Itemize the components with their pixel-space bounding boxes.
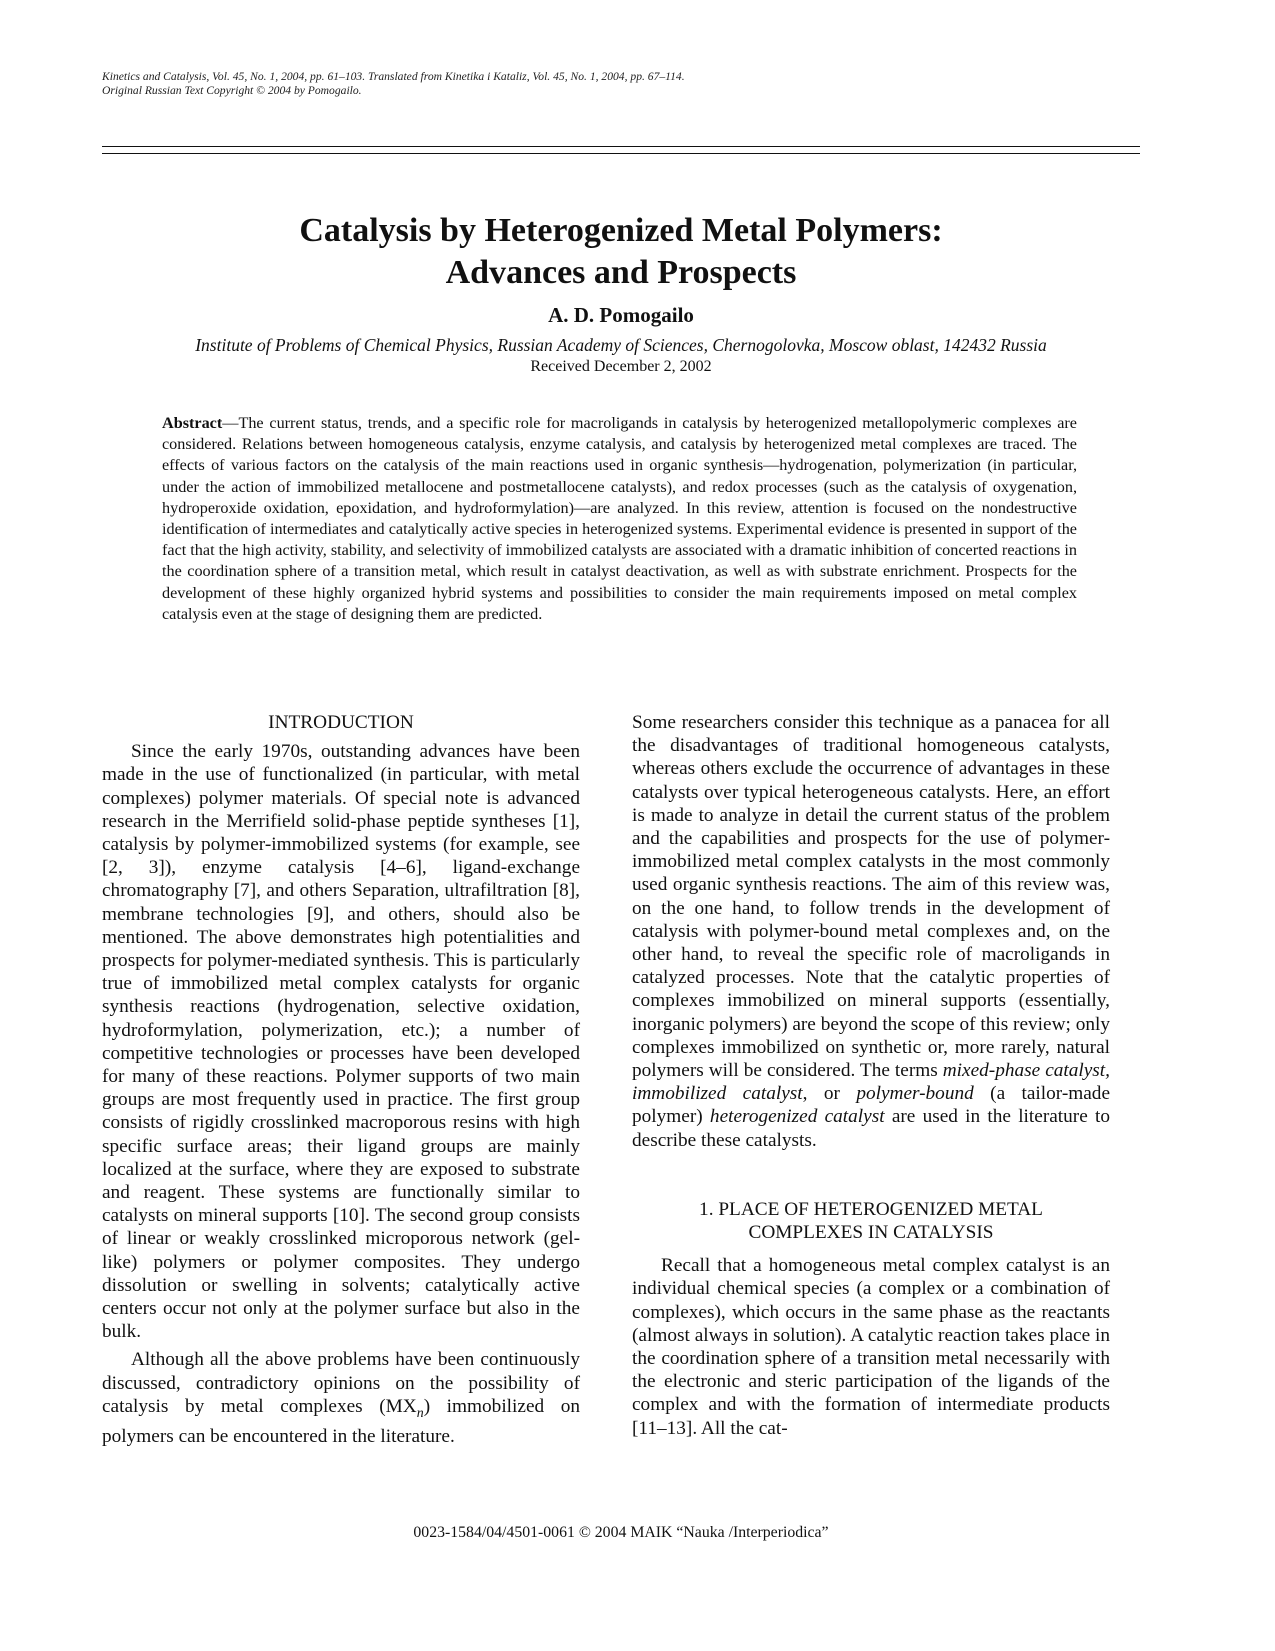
header-rule-top	[102, 146, 1140, 147]
introduction-heading: INTRODUCTION	[268, 712, 414, 733]
received-date: Received December 2, 2002	[530, 358, 712, 375]
introduction-paragraph-3: Some researchers consider this technique as a panacea for all the disadvantages of traditional homogeneous catalysts, whereas others exclude the occurrence of advantages in these catalysts over typical heterogeneous catalysts. Here, an effort is made to analyze in detail the current status of the problem and the capabilities and prospects for the use of polymer-immobilized metal complex catalysts in the most commonly used organic synthesis reactions. The aim of this review was, on the one hand, to follow trends in the development of catalysis with polymer-bound metal complexes and, on the other hand, to reveal the specific role of macroligands in catalyzed processes. Note that the catalytic properties of complexes immobilized on mineral supports (essentially, inorganic polymers) are beyond the scope of this review; only complexes immobilized on synthetic or, more rarely, natural polymers will be considered. The terms mixed-phase catalyst, immobilized catalyst, or polymer-bound (a tailor-made polymer) heterogenized catalyst are used in the literature to describe these catalysts.	[632, 712, 1111, 1151]
introduction-paragraph-2: Although all the above problems have been continuously discussed, contradictory opinions on the possibility of catalysis by metal complexes $(MX_n)$ immobilized on polymers can be encountered in the literature.	[102, 1349, 580, 1447]
right-column	[632, 711, 1110, 1440]
title-line-1: Catalysis by Heterogenized Metal Polymers:	[299, 212, 943, 249]
article-title	[102, 210, 1140, 294]
title-block	[102, 210, 1140, 377]
affiliation: Institute of Problems of Chemical Physics, Russian Academy of Sciences, Chernogolovka, Moscow oblast, 142432 Russia	[195, 335, 1047, 355]
section-1-paragraph-1: Recall that a homogeneous metal complex catalyst is an individual chemical species (a complex or a combination of complexes), which occurs in the same phase as the reactants (almost always in solution). A catalytic reaction takes place in the coordination sphere of a transition metal necessarily with the electronic and steric participation of the ligands of the complex and with the formation of intermediate products [11–13]. All the cat-	[632, 1255, 1110, 1439]
section-1-heading: 1. PLACE OF HETEROGENIZED METAL COMPLEXES IN CATALYSIS	[699, 1198, 1043, 1244]
abstract-text: —The current status, trends, and a specific role for macroligands in catalysis by heterogenized metallopolymeric complexes are considered. Relations between homogeneous catalysis, enzyme catalysis, and catalysis by heterogenized metal complexes are traced. The effects of various factors on the catalysis of the main reactions used in organic synthesis—hydrogenation, polymerization (in particular, under the action of immobilized metallocene and postmetallocene catalysts), and redox processes (such as the catalysis of oxygenation, hydroperoxide oxidation, epoxidation, and hydroformylation)—are analyzed. In this review, attention is focused on the nondestructive identification of intermediates and catalytically active species in heterogenized systems. Experimental evidence is presented in support of the fact that the high activity, stability, and selectivity of immobilized catalysts are associated with a dramatic inhibition of concerted reactions in the coordination sphere of a transition metal, which result in catalyst deactivation, as well as with substrate enrichment. Prospects for the development of these highly organized hybrid systems and possibilities to consider the main requirements imposed on metal complex catalysis even at the stage of designing them are predicted.	[162, 414, 1077, 623]
left-column	[102, 711, 580, 1448]
page-footer: 0023-1584/04/4501-0061 © 2004 MAIK “Nauka /Interperiodica”	[413, 1524, 829, 1541]
author: A. D. Pomogailo	[548, 303, 694, 327]
introduction-paragraph-1: Since the early 1970s, outstanding advances have been made in the use of functionalized (in particular, with metal complexes) polymer materials. Of special note is advanced research in the Merrifield solid-phase peptide syntheses [1], catalysis by polymer-immobilized systems (for example, see [2, 3]), enzyme catalysis [4–6], ligand-exchange chromatography [7], and others Separation, ultrafiltration [8], membrane technologies [9], and others, should also be mentioned. The above demonstrates high potentialities and prospects for polymer-mediated synthesis. This is particularly true of immobilized metal complex catalysts for organic synthesis reactions (hydrogenation, selective oxidation, hydroformylation, polymerization, etc.); a number of competitive technologies or processes have been developed for many of these reactions. Polymer supports of two main groups are most frequently used in practice. The first group consists of rigidly crosslinked macroporous resins with high specific surface areas; their ligand groups are mainly localized at the surface, where they are exposed to substrate and reagent. These systems are functionally similar to catalysts on mineral supports [10]. The second group consists of linear or weakly crosslinked microporous network (gel-like) polymers or polymer composites. They undergo dissolution or swelling in solvents; catalytically active centers occur not only at the polymer surface but also in the bulk.	[102, 741, 580, 1343]
copyright-note: Original Russian Text Copyright © 2004 by Pomogailo.	[102, 84, 362, 97]
title-line-2: Advances and Prospects	[445, 254, 797, 291]
header-rule-bottom	[102, 153, 1140, 154]
journal-citation: Kinetics and Catalysis, Vol. 45, No. 1, 2004, pp. 61–103. Translated from Kinetika i Kataliz, Vol. 45, No. 1, 2004, pp. 67–114.	[102, 70, 685, 83]
abstract	[162, 413, 1077, 625]
journal-header	[102, 70, 1142, 98]
abstract-label: Abstract	[162, 414, 223, 432]
